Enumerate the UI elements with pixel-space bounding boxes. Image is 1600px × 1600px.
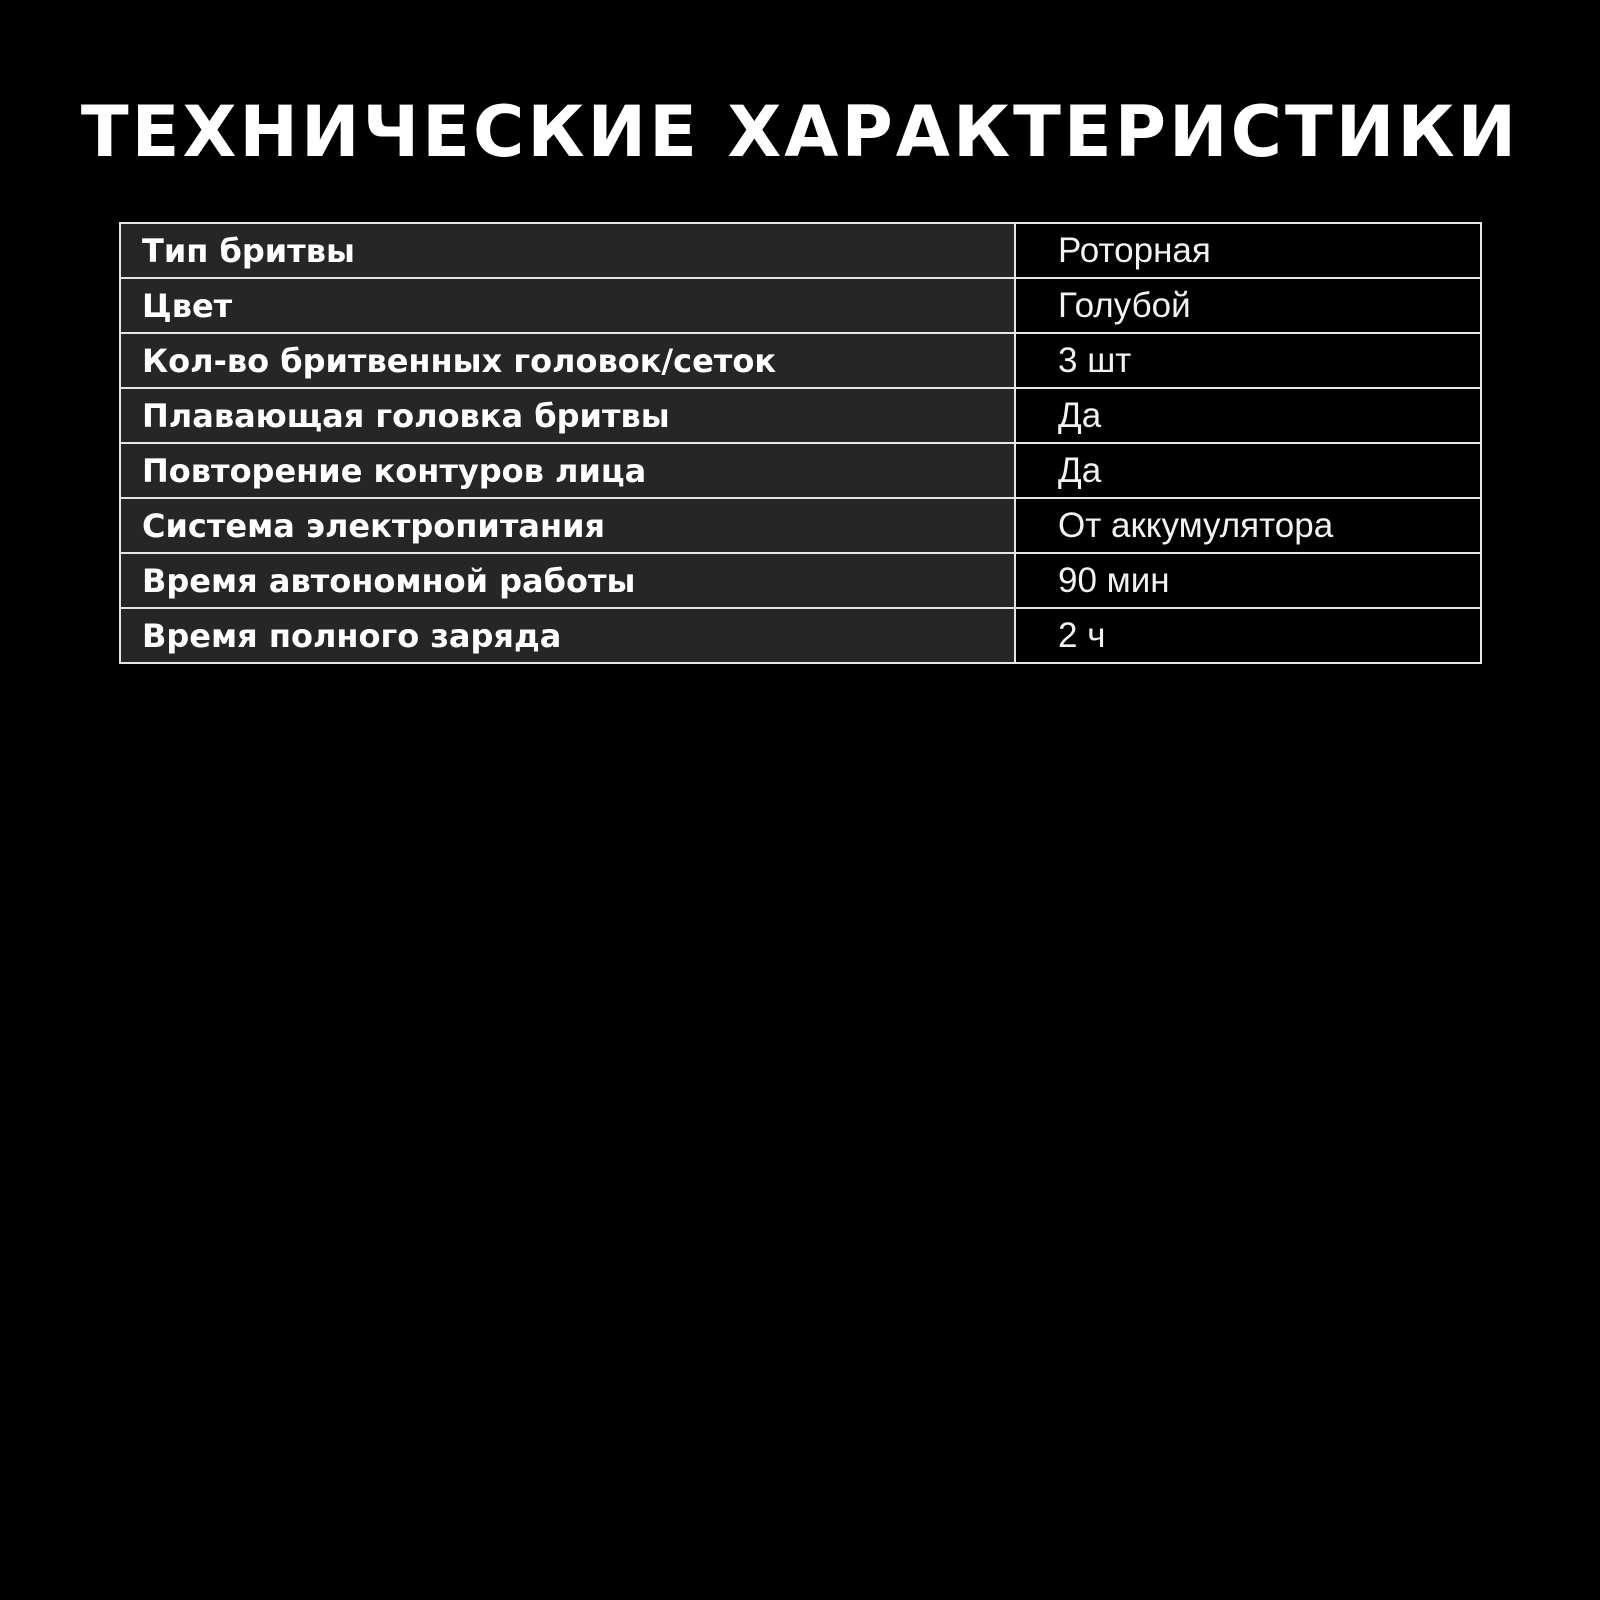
table-row <box>120 278 1481 333</box>
spec-value: 90 мин <box>1015 553 1481 608</box>
spec-label: Время автономной работы <box>120 553 1015 608</box>
spec-label: Цвет <box>120 278 1015 333</box>
spec-value: От аккумулятора <box>1015 498 1481 553</box>
specs-table <box>119 222 1482 664</box>
page-title: ТЕХНИЧЕСКИЕ ХАРАКТЕРИСТИКИ <box>80 91 1520 173</box>
spec-value: 2 ч <box>1015 608 1481 663</box>
spec-value: Голубой <box>1015 278 1481 333</box>
table-row <box>120 498 1481 553</box>
table-row <box>120 333 1481 388</box>
table-row <box>120 553 1481 608</box>
table-row <box>120 223 1481 278</box>
spec-value: Роторная <box>1015 223 1481 278</box>
spec-label: Тип бритвы <box>120 223 1015 278</box>
spec-value: Да <box>1015 388 1481 443</box>
spec-label: Повторение контуров лица <box>120 443 1015 498</box>
spec-value: 3 шт <box>1015 333 1481 388</box>
table-row <box>120 388 1481 443</box>
table-row <box>120 443 1481 498</box>
spec-label: Система электропитания <box>120 498 1015 553</box>
spec-label: Плавающая головка бритвы <box>120 388 1015 443</box>
spec-label: Кол-во бритвенных головок/сеток <box>120 333 1015 388</box>
table-row <box>120 608 1481 663</box>
spec-value: Да <box>1015 443 1481 498</box>
spec-label: Время полного заряда <box>120 608 1015 663</box>
